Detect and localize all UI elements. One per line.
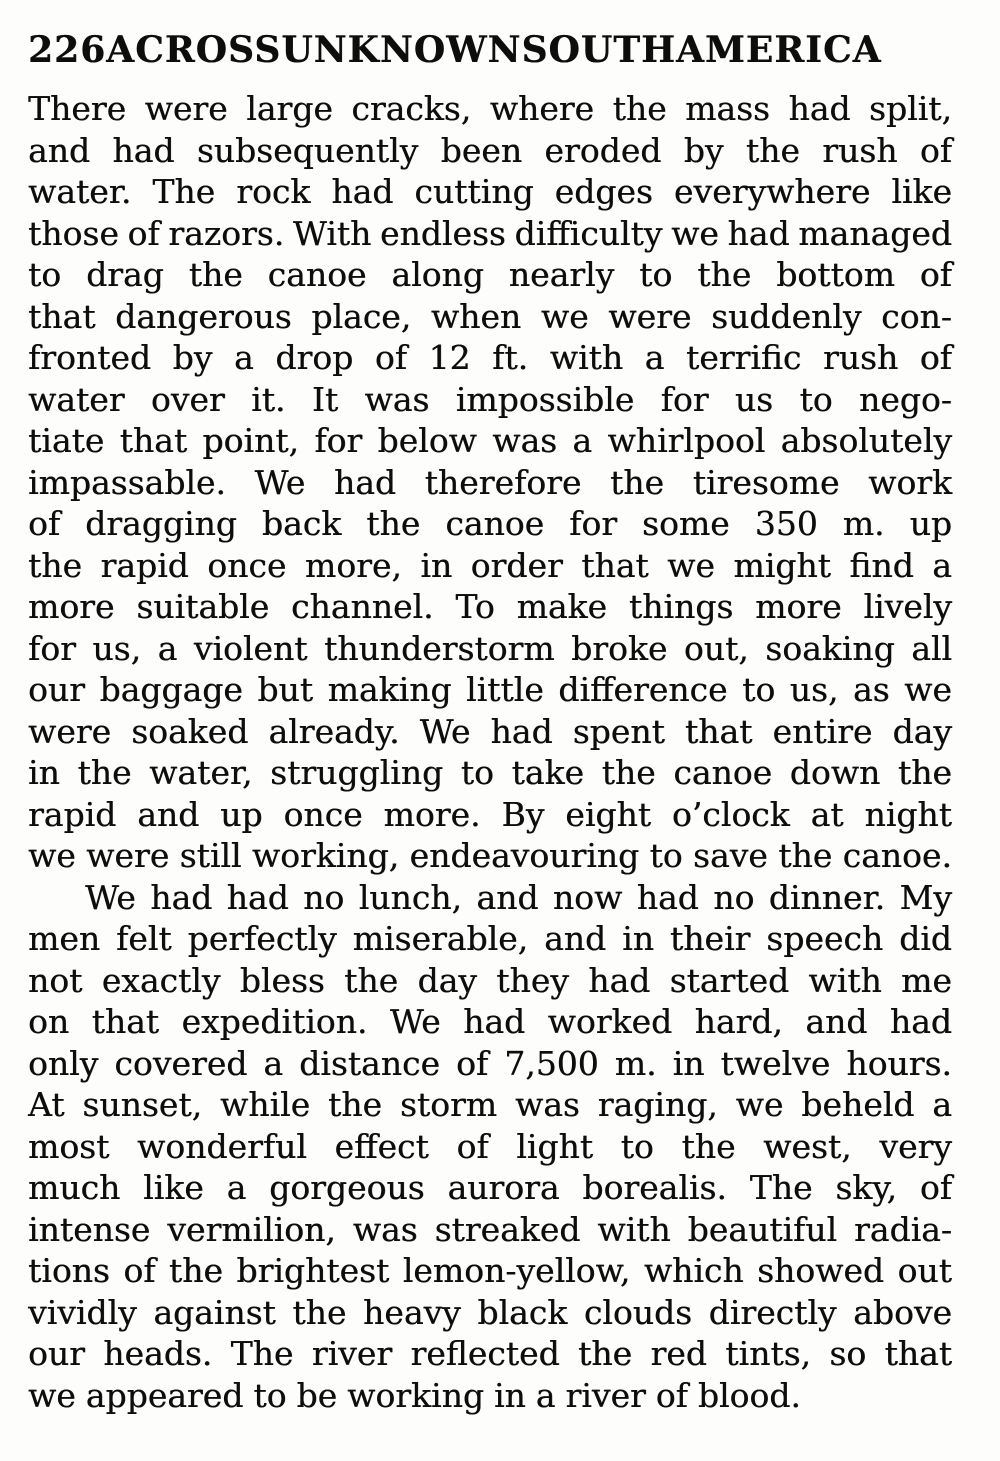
text-line: of dragging back the canoe for some 350 m. up xyxy=(28,504,952,543)
text-line: There were large cracks, where the mass had split, xyxy=(28,89,952,128)
text-line: that dangerous place, when we were suddenly con- xyxy=(28,296,952,336)
text-line: tions of the brightest lemon-yellow, which showed out xyxy=(28,1251,952,1290)
text-line: tiate that point, for below was a whirlpool absolutely xyxy=(28,421,952,460)
text-line: more suitable channel. To make things more lively xyxy=(28,587,952,626)
text-line: men felt perfectly miserable, and in their speech did xyxy=(28,919,952,958)
text-line: on that expedition. We had worked hard, and had xyxy=(28,1002,952,1041)
text-line: intense vermilion, was streaked with beautiful radia- xyxy=(28,1209,952,1249)
text-line: fronted by a drop of 12 ft. with a terrific rush of xyxy=(28,338,952,377)
text-line: water. The rock had cutting edges everywhere like xyxy=(28,172,952,211)
text-line: and had subsequently been eroded by the rush of xyxy=(28,130,952,170)
text-line: we were still working, endeavouring to save the canoe. xyxy=(28,836,952,875)
text-line: those of razors. With endless difficulty we had managed xyxy=(28,213,952,253)
running-header xyxy=(28,29,882,71)
text-line: rapid and up once more. By eight o’clock at night xyxy=(28,794,952,834)
page-number: 226 xyxy=(28,29,107,71)
text-line: impassable. We had therefore the tiresome work xyxy=(28,462,952,502)
header-title-word: SOUTH xyxy=(521,29,676,71)
text-line: our heads. The river reflected the red tints, so that xyxy=(28,1334,952,1373)
header-title-word: UNKNOWN xyxy=(281,29,522,71)
text-line: water over it. It was impossible for us to nego- xyxy=(28,379,952,419)
header-title-word: ACROSS xyxy=(106,29,282,71)
text-line: We had had no lunch, and now had no dinner. My xyxy=(85,877,952,917)
text-line: we appeared to be working in a river of blood. xyxy=(28,1375,801,1415)
text-line: At sunset, while the storm was raging, we beheld a xyxy=(28,1085,952,1124)
text-line: were soaked already. We had spent that entire day xyxy=(28,711,952,751)
text-line: in the water, struggling to take the canoe down the xyxy=(28,753,952,792)
header-title-word: AMERICA xyxy=(676,29,882,71)
body-text xyxy=(28,88,952,1416)
text-line: not exactly bless the day they had started with me xyxy=(28,960,952,1000)
text-line: the rapid once more, in order that we might find a xyxy=(28,545,952,585)
text-line: for us, a violent thunderstorm broke out, soaking all xyxy=(28,628,952,668)
text-line: to drag the canoe along nearly to the bottom of xyxy=(28,255,952,294)
text-line: vividly against the heavy black clouds directly above xyxy=(28,1292,952,1332)
text-line: much like a gorgeous aurora borealis. The sky, of xyxy=(28,1168,952,1207)
text-line: our baggage but making little difference to us, as we xyxy=(28,670,952,709)
text-line: most wonderful effect of light to the west, very xyxy=(28,1126,952,1166)
text-line: only covered a distance of 7,500 m. in twelve hours. xyxy=(28,1043,952,1083)
